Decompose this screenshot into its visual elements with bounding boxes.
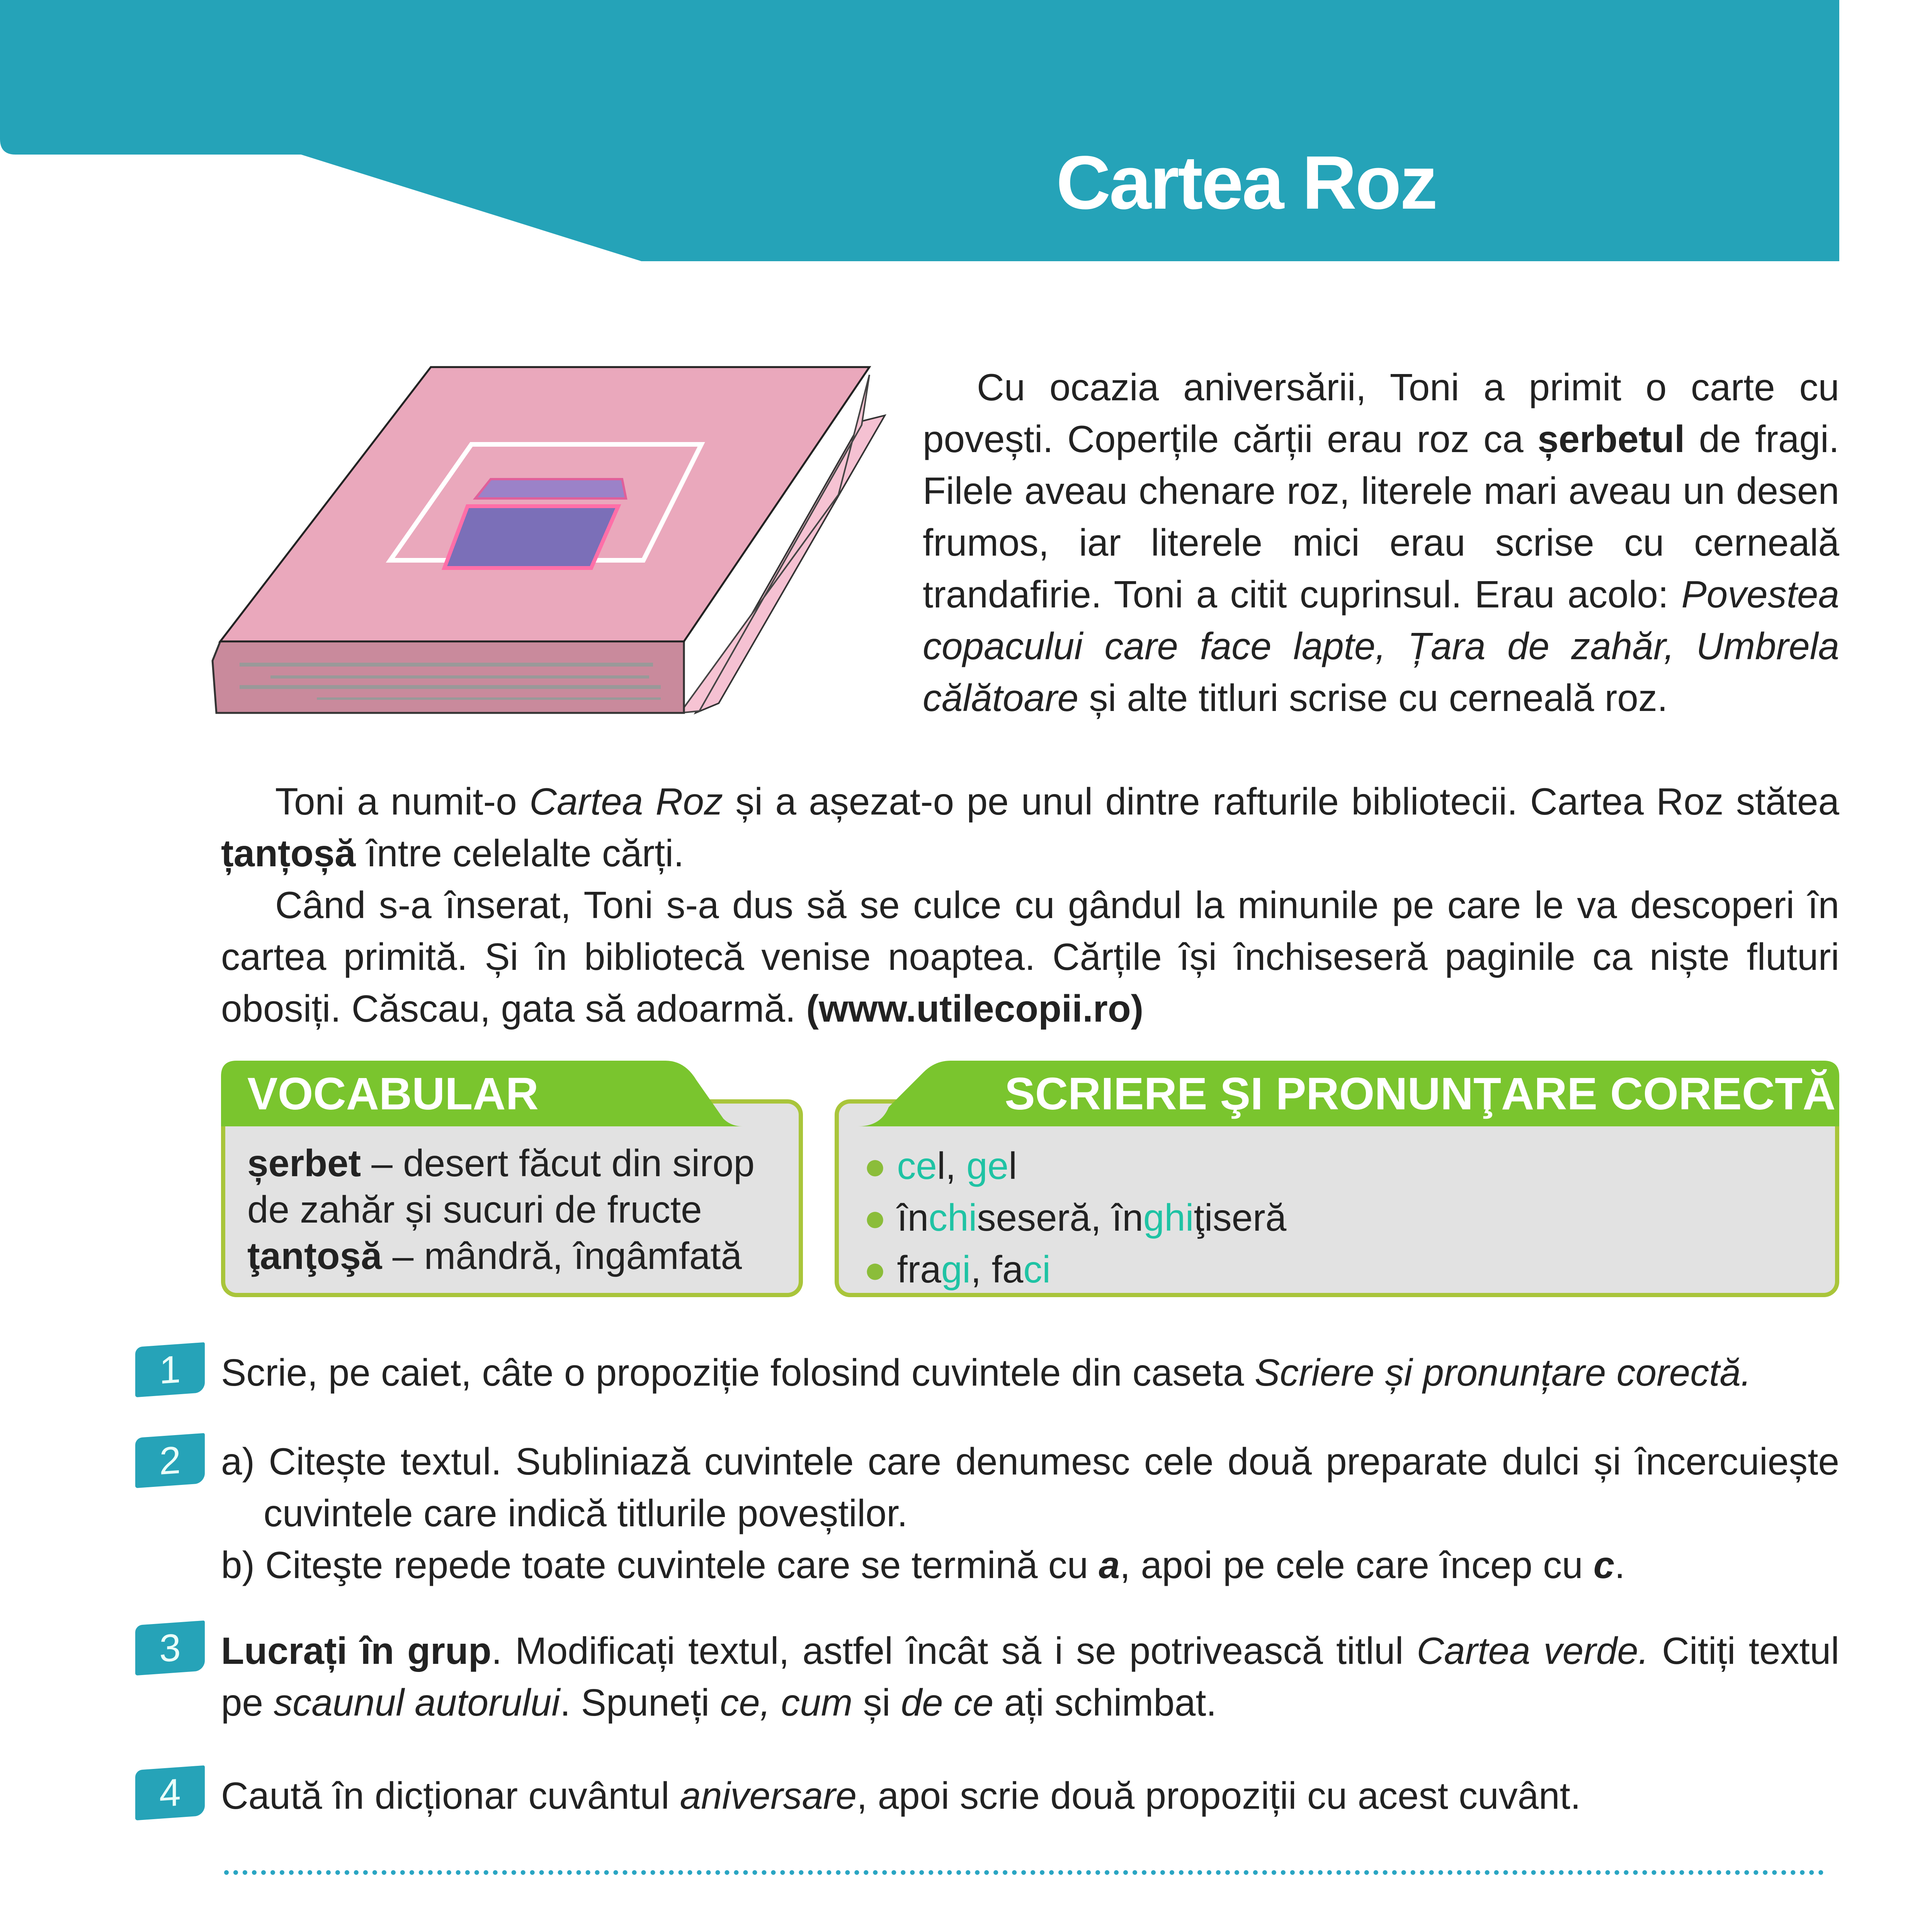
story-text: și a așezat-o pe unul dintre rafturile bibliotecii. Cartea Roz stătea	[723, 780, 1839, 823]
scriere-item	[864, 1192, 1822, 1243]
italic-cartea-roz: Cartea Roz	[529, 780, 723, 823]
bullet-icon: ●	[864, 1248, 897, 1291]
exercise-text: . Spuneți	[560, 1681, 720, 1724]
vocab-definition: – desert făcut din sirop de zahăr și sucuri de fructe	[247, 1142, 755, 1231]
pink-book-illustration	[205, 363, 893, 723]
exercise-bold: Lucrați în grup	[221, 1629, 492, 1672]
exercise-text: Caută în dicționar cuvântul	[221, 1774, 680, 1817]
bullet-icon: ●	[864, 1145, 897, 1187]
exercise-number-badge: 2	[135, 1433, 205, 1488]
exercise-italic: scaunul autorului	[274, 1681, 560, 1724]
exercise-text: ați schimbat.	[993, 1681, 1217, 1724]
hl: ci	[1023, 1248, 1051, 1291]
exercise-text: b) Citeşte repede toate cuvintele care se termină cu	[221, 1544, 1099, 1586]
hl: chi	[929, 1196, 977, 1239]
txt: ţiseră	[1194, 1196, 1287, 1239]
story-titles-italic: Povestea copacului care face lapte, Țara de zahăr, Umbrela călătoare	[923, 573, 1839, 719]
bold-word-serbetul: șerbetul	[1537, 418, 1685, 460]
exercise-number-badge: 4	[135, 1765, 205, 1821]
exercise-text: Citiți textul pe	[221, 1629, 1839, 1724]
exercise-number-badge: 3	[135, 1621, 205, 1676]
exercise-italic: Scriere și pronunțare corectă.	[1254, 1351, 1752, 1394]
exercise-3	[221, 1625, 1839, 1728]
txt: fra	[897, 1248, 941, 1291]
story-intro-column	[923, 361, 1839, 724]
exercise-text: , apoi scrie două propoziții cu acest cuvânt.	[857, 1774, 1581, 1817]
letter-c: c	[1593, 1544, 1615, 1586]
exercise-italic: de ce	[901, 1681, 994, 1724]
exercise-4	[221, 1770, 1839, 1821]
exercise-text: .	[1614, 1544, 1625, 1586]
vocab-entry	[247, 1233, 792, 1279]
story-paragraph-2	[221, 776, 1839, 879]
answer-line[interactable]	[224, 1870, 1824, 1875]
exercise-number-badge: 1	[135, 1342, 205, 1398]
vocabular-title: VOCABULAR	[247, 1068, 539, 1119]
exercise-2b	[221, 1539, 1839, 1591]
story-text: Cu ocazia aniversării, Toni a primit o carte cu povești. Coperțile cărții erau roz ca	[923, 366, 1839, 460]
vocab-entry	[247, 1140, 792, 1233]
story-body	[221, 776, 1839, 1034]
txt: seseră, în	[977, 1196, 1143, 1239]
vocab-term: șerbet	[247, 1142, 361, 1184]
txt: l,	[937, 1145, 967, 1187]
story-paragraph-1	[923, 361, 1839, 724]
scriere-item	[864, 1140, 1822, 1192]
exercise-text: . Modificați textul, astfel încât să i se potrivească titlul	[491, 1629, 1417, 1672]
story-text: Toni a numit-o	[275, 780, 530, 823]
hl: ce	[897, 1145, 937, 1187]
hl: ghi	[1143, 1196, 1194, 1239]
exercise-italic: ce, cum	[720, 1681, 853, 1724]
vocab-definition: – mândră, îngâmfată	[382, 1235, 742, 1277]
scriere-item	[864, 1243, 1822, 1295]
exercise-text: , apoi pe cele care încep cu	[1120, 1544, 1594, 1586]
page-title: Cartea Roz	[1056, 140, 1436, 225]
story-text: și alte titluri scrise cu cerneală roz.	[1078, 677, 1668, 719]
hl: gi	[941, 1248, 971, 1291]
exercise-text: și	[852, 1681, 901, 1724]
exercise-italic: aniversare	[680, 1774, 857, 1817]
story-text: de fragi. Filele aveau chenare roz, literele mari aveau un desen frumos, iar literele mici erau scrise cu cerneală trandafirie. Toni a citit cuprinsul. Erau acolo:	[923, 418, 1839, 616]
txt: în	[897, 1196, 929, 1239]
story-paragraph-3	[221, 879, 1839, 1034]
scriere-title: SCRIERE ŞI PRONUNŢARE CORECTĂ	[1005, 1068, 1836, 1119]
header-slant	[0, 0, 1932, 270]
letter-a: a	[1099, 1544, 1120, 1586]
exercise-text: Scrie, pe caiet, câte o propoziție folosind cuvintele din caseta	[221, 1351, 1255, 1394]
vocab-term: ţanţoşă	[247, 1235, 382, 1277]
txt: , fa	[971, 1248, 1024, 1291]
bullet-icon: ●	[864, 1196, 897, 1239]
scriere-list	[864, 1140, 1822, 1295]
exercise-1	[221, 1347, 1839, 1398]
hl: ge	[966, 1145, 1009, 1187]
exercise-2	[221, 1435, 1839, 1591]
txt: l	[1009, 1145, 1017, 1187]
story-text: între celelalte cărți.	[355, 832, 684, 874]
story-text: Când s-a înserat, Toni s-a dus să se culce cu gândul la minunile pe care le va descoperi în cartea primită. Și în bibliotecă venise noaptea. Cărțile își închiseseră paginile ca niște fluturi obosiți. Căscau, gata să adoarmă.	[221, 884, 1839, 1030]
exercise-2a: a) Citește textul. Subliniază cuvintele care denumesc cele două preparate dulci și încercuiește cuvintele care indică titlurile poveștilor.	[221, 1440, 1839, 1534]
vocabular-entries	[247, 1140, 792, 1279]
story-source-link[interactable]: (www.utilecopii.ro)	[806, 987, 1144, 1030]
exercise-italic: Cartea verde.	[1417, 1629, 1649, 1672]
bold-word-tantosa: țanțoșă	[221, 832, 356, 874]
